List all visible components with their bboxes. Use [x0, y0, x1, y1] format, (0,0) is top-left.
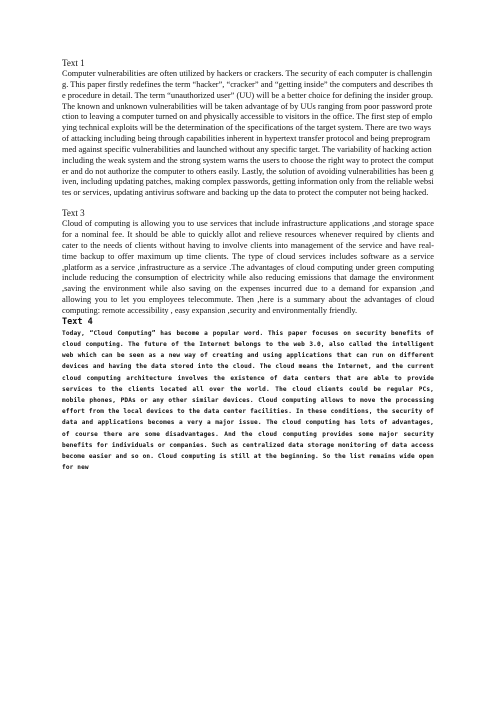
section-heading-text-3: Text 3 — [62, 208, 85, 219]
section-body-text-4: Today, “Cloud Computing” has become a popular word. This paper focuses on security benefits of cloud computing. The future of the Internet belongs to the web 3.0, also called the intelligent web which can be seen as a new way of creating and using applications that can run on different devices and having the data stored into the cloud. The cloud means the Internet, and the current cloud computing architecture involves the existence of data centers that are able to provide services to the clients located all over the world. The cloud clients could be regular PCs, mobile phones, PDAs or any other similar devices. Cloud computing allows to move the processing effort from the local devices to the data center facilities. In these conditions, the security of data and applications becomes a very a major issue. The cloud computing has lots of advantages, of course there are some disadvantages. And the cloud computing provides some major security benefits for individuals or companies. Such as centralized data storage monitoring of data access become easier and so on. Cloud computing is still at the beginning. So the list remains wide open for new — [62, 329, 434, 472]
section-body-text-1: Computer vulnerabilities are often utilized by hackers or crackers. The security of each computer is challenging. This paper firstly redefines the term “hacker”, “cracker” and “getting inside” the computers and describes the procedure in detail. The term “unauthorized user” (UU) will be a better choice for defining the insider group. The known and unknown vulnerabilities will be taken advantage of by UUs ranging from poor password protection to leaving a computer turned on and physically accessible to visitors in the office. The first step of employing technical exploits will be the determination of the specifications of the target system. There are two ways of attacking including being through capabilities inherent in hypertext transfer protocol and being preprogrammed against specific vulnerabilities and launched without any specific target. The variability of hacking action including the weak system and the strong system warns the users to choose the right way to protect the computer and do not authorize the computer to others easily. Lastly, the solution of avoiding vulnerabilities has been given, including updating patches, making complex passwords, getting information only from the reliable websites or services, updating antivirus software and backing up the data to protect the computer not being hacked. — [62, 69, 434, 198]
document-page — [62, 58, 434, 473]
section-body-text-3: Cloud of computing is allowing you to use services that include infrastructure applications ,and storage space for a nominal fee. It should be able to quickly allot and relieve resources whenever required by clients and cater to the needs of clients without having to involve clients into management of the service and have real- time backup to offer maximum up time clients. The type of cloud services includes software as a service ,platform as a service ,infrastructure as a service .The advantages of cloud computing under green computing include reducing the consumption of electricity while also reducing emissions that damage the environment ,saving the environment while also saving on the expenses incurred due to a demand for expansion ,and allowing you to let you employees telecommute. Then ,here is a summary about the advantages of cloud computing: remote accessibility , easy expansion ,security and environmentally friendly. — [62, 219, 434, 315]
section-heading-text-4: Text 4 — [62, 316, 93, 327]
spacer — [62, 199, 434, 208]
section-heading-text-1: Text 1 — [62, 58, 85, 68]
